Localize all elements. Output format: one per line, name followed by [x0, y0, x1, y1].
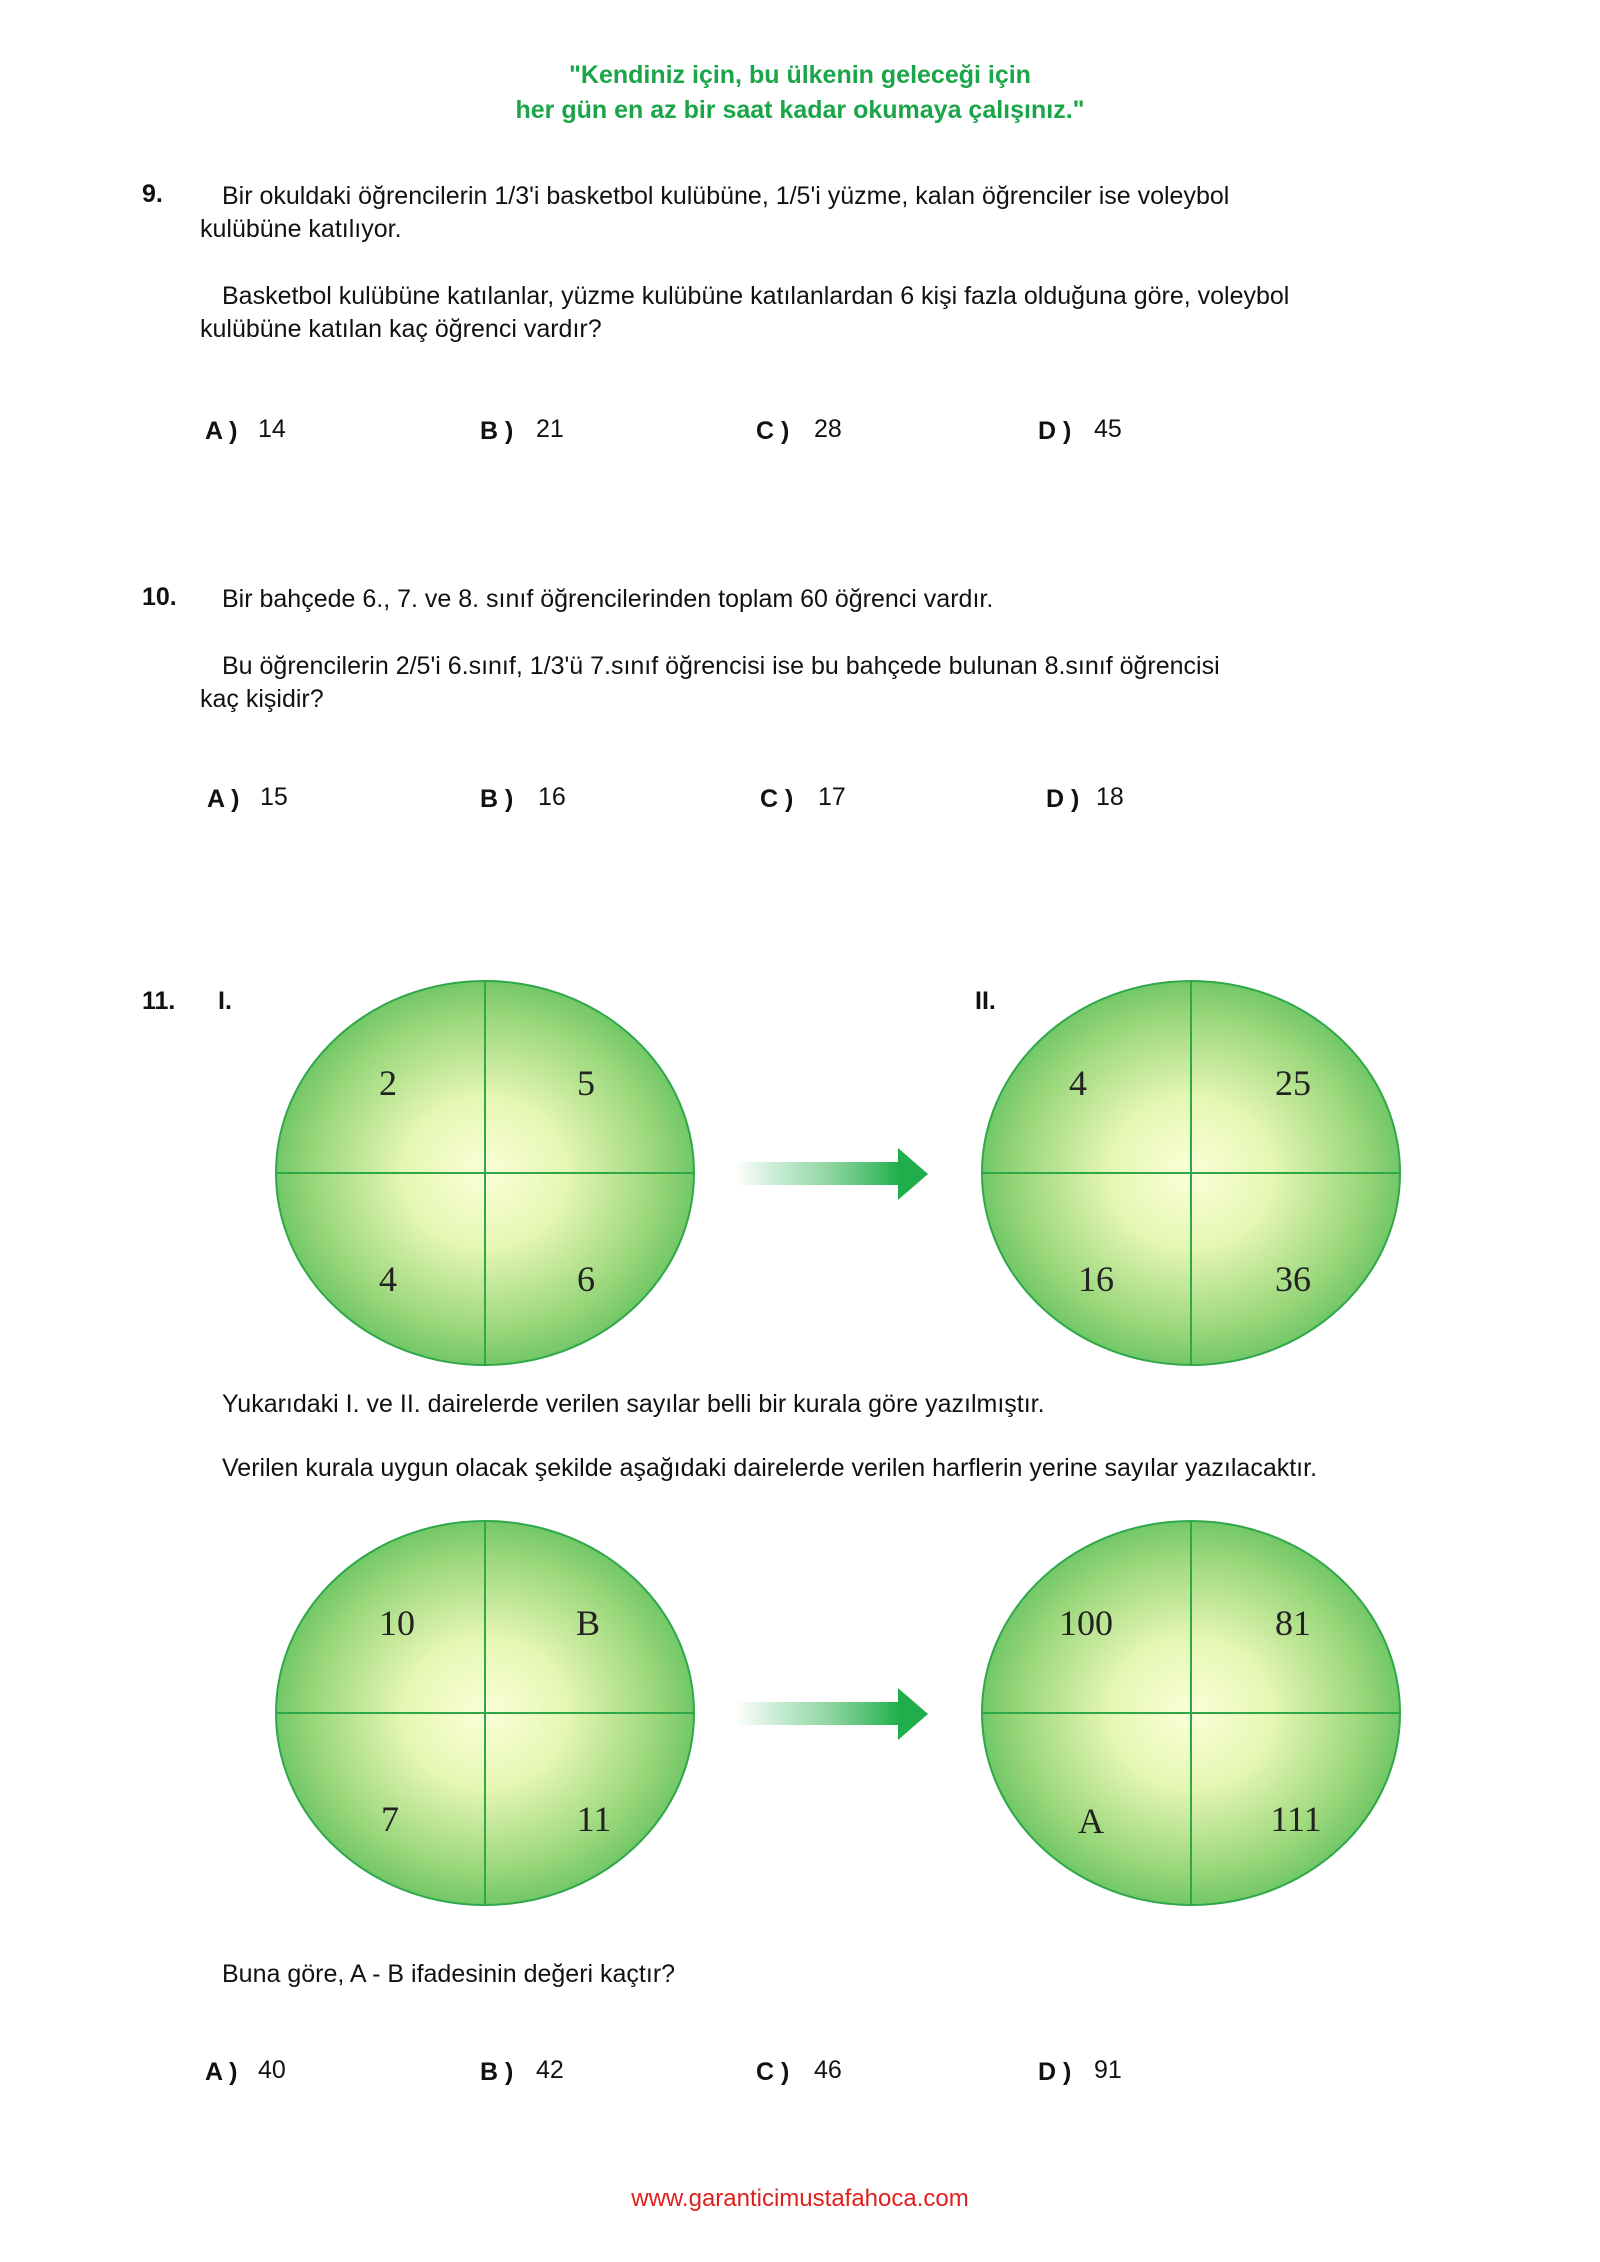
- circle-iv-top-left: 100: [1059, 1603, 1113, 1643]
- circle-iii: [276, 1521, 694, 1905]
- q9-option-b-value[interactable]: 21: [536, 415, 564, 443]
- q9-text-line1: Bir okuldaki öğrencilerin 1/3'i basketbol kulübüne, 1/5'i yüzme, kalan öğrenciler ise voleybol: [222, 182, 1230, 210]
- q11-option-d-value[interactable]: 91: [1094, 2056, 1122, 2084]
- circle-i-top-left: 2: [379, 1063, 397, 1103]
- circle-iv-top-right: 81: [1275, 1603, 1311, 1643]
- q11-option-a-letter[interactable]: A ): [205, 2058, 238, 2086]
- circle-ii-top-left: 4: [1069, 1063, 1087, 1103]
- q10-option-d-letter[interactable]: D ): [1046, 785, 1080, 813]
- circle-iii-bottom-left: 7: [381, 1799, 399, 1839]
- circle-i-bottom-right: 6: [577, 1259, 595, 1299]
- circle-ii-bottom-left: 16: [1078, 1259, 1114, 1299]
- q11-text-1: Yukarıdaki I. ve II. dairelerde verilen sayılar belli bir kurala göre yazılmıştır.: [222, 1390, 1045, 1418]
- q10-option-a-letter[interactable]: A ): [207, 785, 240, 813]
- circle-iii-bottom-right: 11: [576, 1799, 612, 1839]
- q9-option-d-letter[interactable]: D ): [1038, 417, 1072, 445]
- q9-option-d-value[interactable]: 45: [1094, 415, 1122, 443]
- q9-text-line3: Basketbol kulübüne katılanlar, yüzme kulübüne katılanlardan 6 kişi fazla olduğuna göre, voleybol: [222, 282, 1290, 310]
- q9-option-c-value[interactable]: 28: [814, 415, 842, 443]
- q11-option-c-value[interactable]: 46: [814, 2056, 842, 2084]
- q9-text-line4: kulübüne katılan kaç öğrenci vardır?: [200, 315, 602, 343]
- q11-text-2: Verilen kurala uygun olacak şekilde aşağıdaki dairelerde verilen harflerin yerine sayılar yazılacaktır.: [222, 1454, 1318, 1482]
- circle-iv-bottom-right: 111: [1270, 1799, 1322, 1839]
- circle-i-top-right: 5: [577, 1063, 595, 1103]
- q10-option-b-letter[interactable]: B ): [480, 785, 514, 813]
- q9-option-a-value[interactable]: 14: [258, 415, 286, 443]
- footer-url[interactable]: www.garanticimustafahoca.com: [631, 2185, 969, 2212]
- q9-option-b-letter[interactable]: B ): [480, 417, 514, 445]
- circle-iii-top-right: B: [575, 1603, 601, 1643]
- arrow-right-icon: [735, 1688, 928, 1740]
- circle-iv-bottom-left: A: [1078, 1801, 1104, 1841]
- q10-number: 10.: [142, 583, 177, 611]
- q10-option-c-letter[interactable]: C ): [760, 785, 794, 813]
- q10-text-line3: kaç kişidir?: [200, 685, 324, 713]
- q11-label-ii: II.: [975, 987, 996, 1015]
- header-line-1: "Kendiniz için, bu ülkenin geleceği için: [569, 61, 1031, 89]
- q9-number: 9.: [142, 180, 163, 208]
- q10-option-b-value[interactable]: 16: [538, 783, 566, 811]
- q11-option-b-letter[interactable]: B ): [480, 2058, 514, 2086]
- circle-iii-top-left: 10: [379, 1603, 415, 1643]
- q10-option-c-value[interactable]: 17: [818, 783, 846, 811]
- circle-i: [276, 981, 694, 1365]
- arrow-right-icon: [735, 1148, 928, 1200]
- q11-option-b-value[interactable]: 42: [536, 2056, 564, 2084]
- q11-option-c-letter[interactable]: C ): [756, 2058, 790, 2086]
- q11-label-i: I.: [218, 987, 232, 1015]
- q11-option-a-value[interactable]: 40: [258, 2056, 286, 2084]
- q11-number: 11.: [142, 987, 176, 1015]
- q10-text-line2: Bu öğrencilerin 2/5'i 6.sınıf, 1/3'ü 7.sınıf öğrencisi ise bu bahçede bulunan 8.sınıf öğrencisi: [222, 652, 1220, 680]
- circle-ii-top-right: 25: [1275, 1063, 1311, 1103]
- circle-iv: [982, 1521, 1400, 1905]
- q9-option-a-letter[interactable]: A ): [205, 417, 238, 445]
- circle-ii-bottom-right: 36: [1275, 1259, 1311, 1299]
- header-line-2: her gün en az bir saat kadar okumaya çalışınız.": [515, 96, 1085, 124]
- q9-option-c-letter[interactable]: C ): [756, 417, 790, 445]
- circle-i-bottom-left: 4: [379, 1259, 397, 1299]
- q11-option-d-letter[interactable]: D ): [1038, 2058, 1072, 2086]
- q10-option-d-value[interactable]: 18: [1096, 783, 1124, 811]
- circle-ii: [982, 981, 1400, 1365]
- q10-option-a-value[interactable]: 15: [260, 783, 288, 811]
- q9-text-line2: kulübüne katılıyor.: [200, 215, 402, 243]
- q11-question: Buna göre, A - B ifadesinin değeri kaçtır?: [222, 1960, 676, 1988]
- q10-text-line1: Bir bahçede 6., 7. ve 8. sınıf öğrencilerinden toplam 60 öğrenci vardır.: [222, 585, 994, 613]
